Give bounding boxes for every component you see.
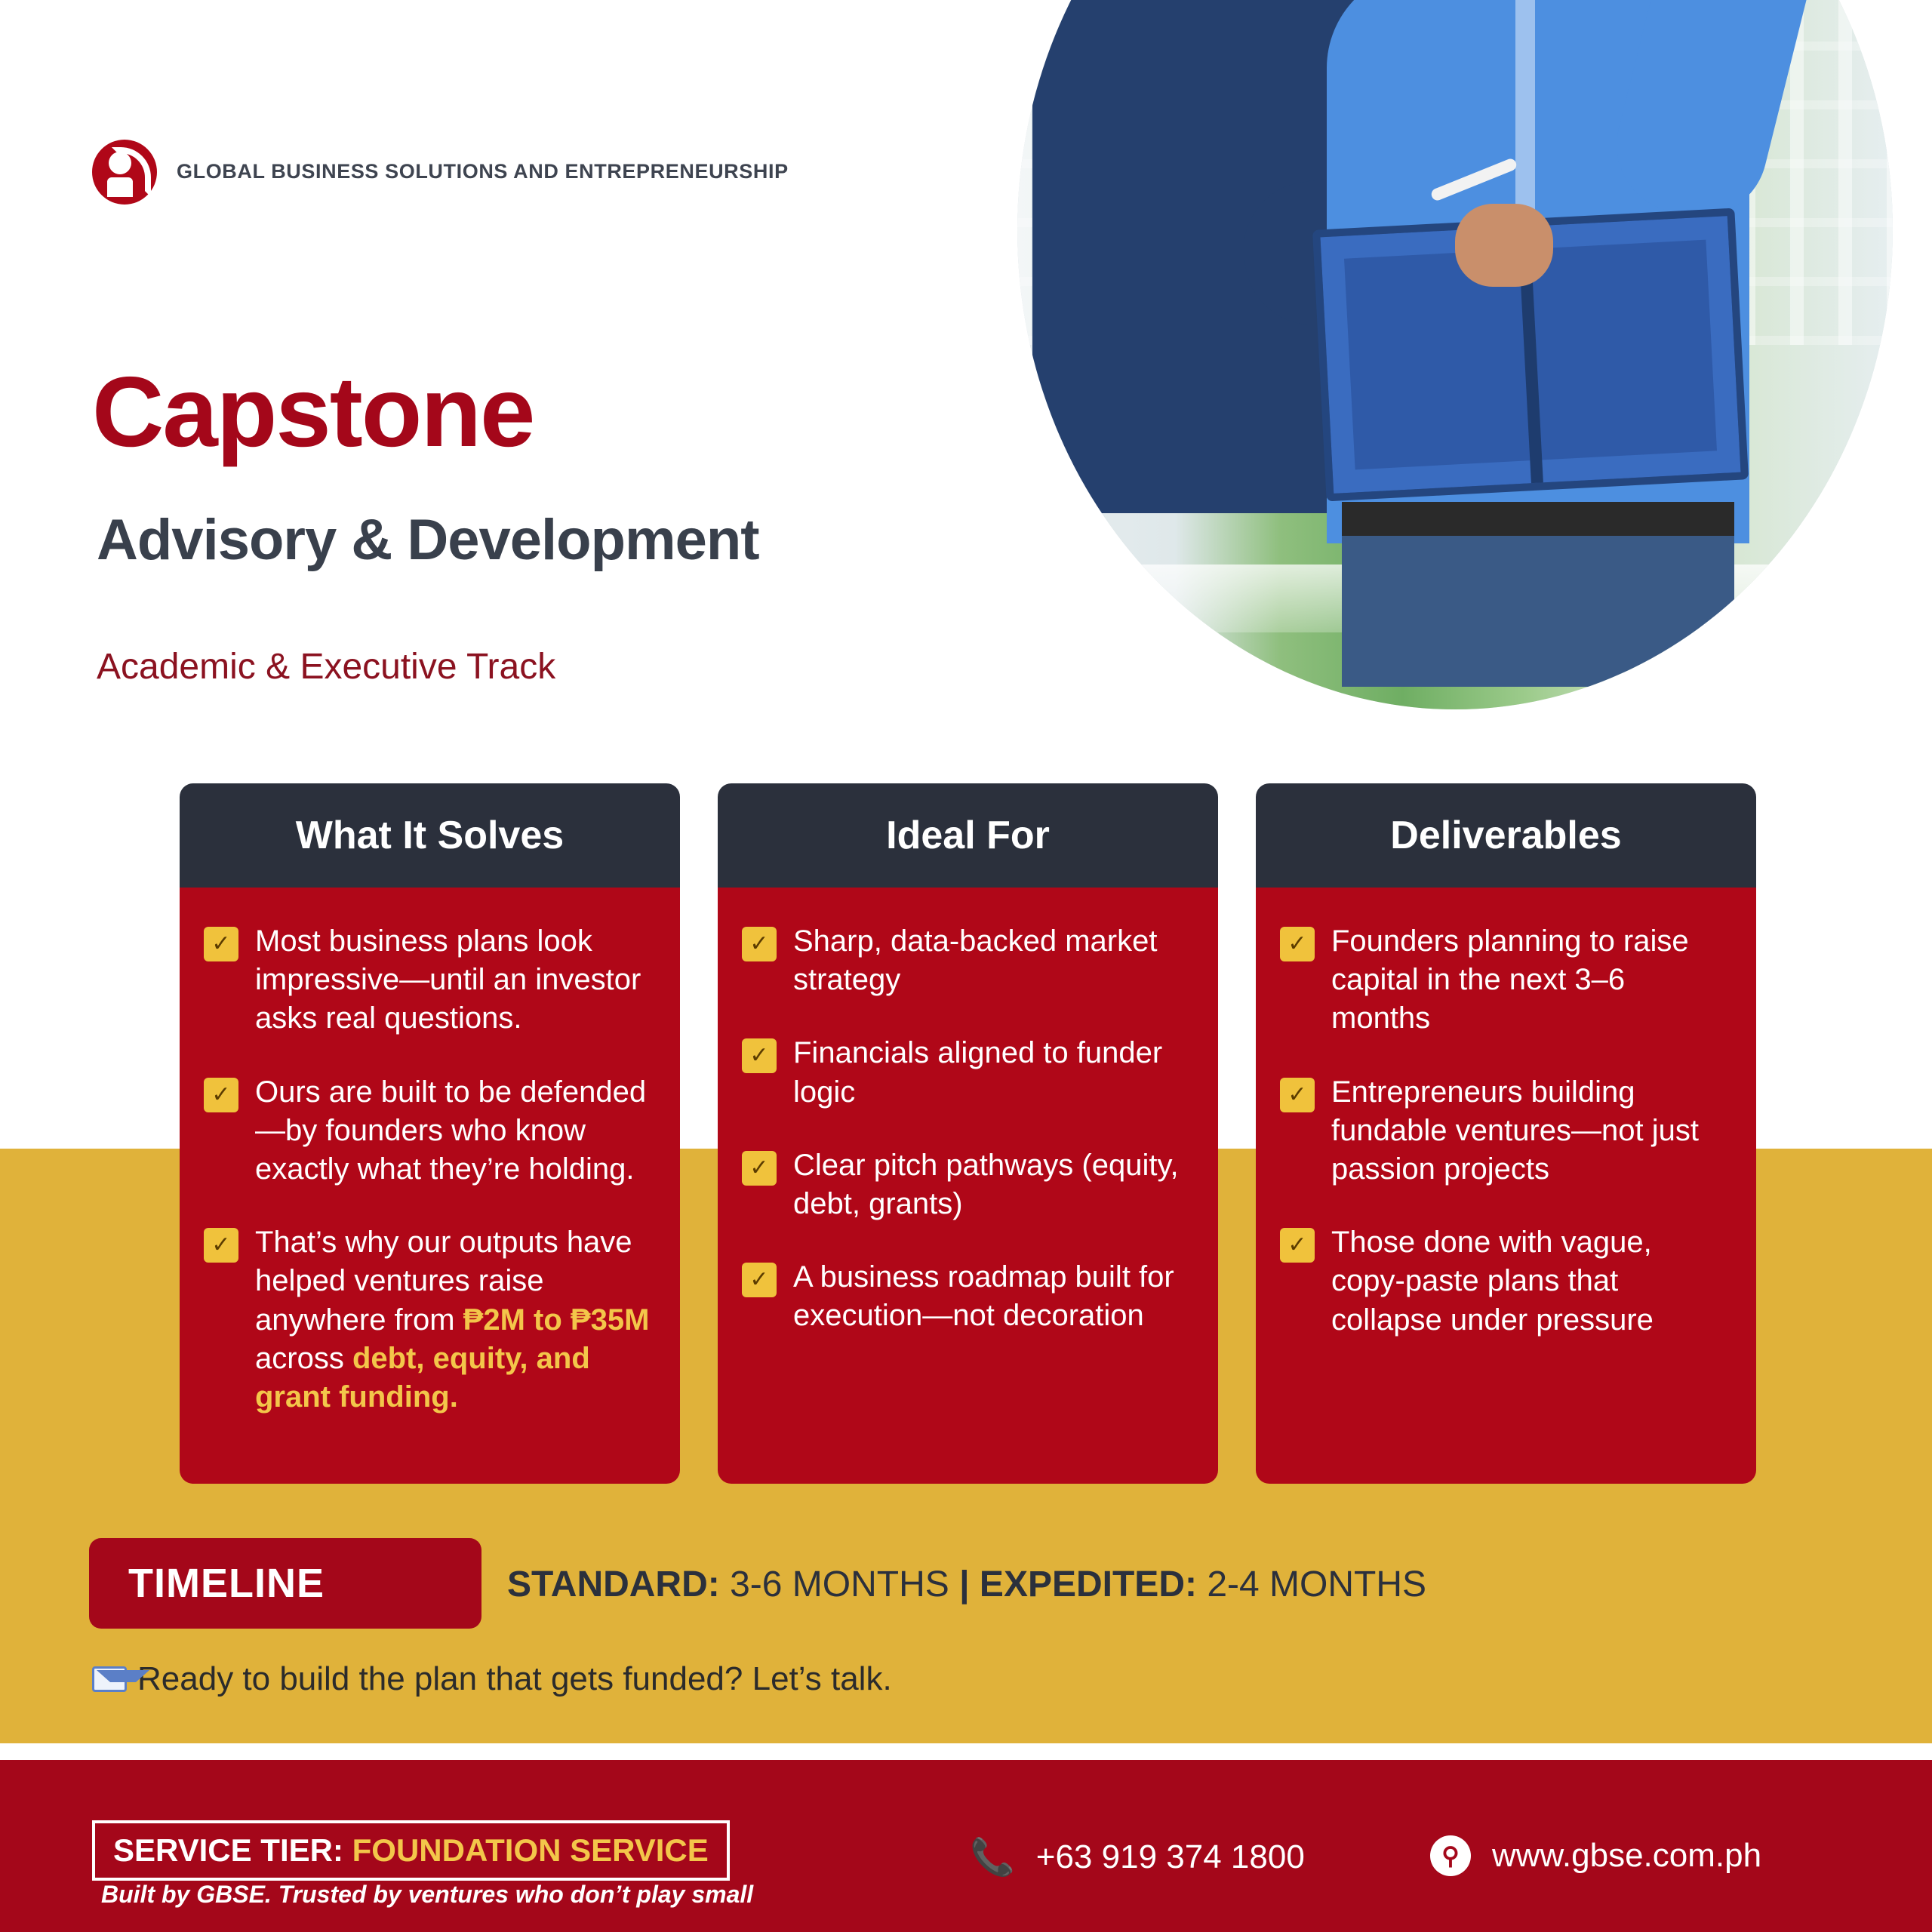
phone-icon: 📞 (970, 1838, 1015, 1878)
check-icon: ✓ (1280, 1228, 1315, 1263)
list-item (1280, 1073, 1726, 1189)
list-item-text-rich (255, 1223, 650, 1417)
check-icon: ✓ (742, 1038, 777, 1073)
logo-swirl-icon (112, 147, 151, 197)
cards-row (180, 783, 1757, 1484)
footer-website[interactable] (1430, 1835, 1761, 1876)
list-item-text: Ours are built to be defended—by founders who know exactly what they’re holding. (255, 1075, 647, 1186)
list-item-text: Sharp, data-backed market strategy (793, 924, 1158, 997)
service-tier-badge (92, 1820, 730, 1881)
footer-tagline: Built by GBSE. Trusted by ventures who don’t play small (101, 1881, 754, 1908)
list-item (742, 1146, 1188, 1223)
check-icon: ✓ (742, 927, 777, 961)
list-item-text: Clear pitch pathways (equity, debt, grants) (793, 1148, 1179, 1220)
check-icon: ✓ (1280, 927, 1315, 961)
list-item-text: Financials aligned to funder logic (793, 1036, 1163, 1109)
page-track-label: Academic & Executive Track (97, 647, 556, 687)
list-item-text: Most business plans look impressive—until an investor asks real questions. (255, 924, 641, 1035)
card-ideal-for (718, 783, 1218, 1484)
list-item (204, 1223, 650, 1417)
brand-name: GLOBAL BUSINESS SOLUTIONS AND ENTREPRENEURSHIP (177, 160, 789, 183)
card-body (1256, 888, 1756, 1484)
list-item (204, 1073, 650, 1189)
check-icon: ✓ (742, 1263, 777, 1297)
check-icon: ✓ (204, 927, 238, 961)
globe-icon: ⚲ (1430, 1835, 1471, 1876)
card-what-it-solves (180, 783, 680, 1484)
gbse-logo-icon (92, 140, 157, 205)
list-item-text: Those done with vague, copy-paste plans that collapse under pressure (1331, 1226, 1654, 1337)
timeline-expedited-label: EXPEDITED: (979, 1564, 1197, 1604)
card-heading: Deliverables (1256, 783, 1756, 888)
cta-text: Ready to build the plan that gets funded? Let’s talk. (137, 1660, 892, 1697)
footer-website-url: www.gbse.com.ph (1492, 1837, 1762, 1874)
timeline-separator: | (959, 1564, 970, 1604)
hero-photo (1017, 0, 1893, 709)
check-icon: ✓ (742, 1151, 777, 1186)
brand-logo (92, 140, 789, 205)
list-item (1280, 1223, 1726, 1340)
cta-line (92, 1660, 892, 1698)
text-part: across (255, 1341, 352, 1375)
card-body (718, 888, 1218, 1484)
service-tier-label: SERVICE TIER: (113, 1832, 343, 1868)
page-subtitle: Advisory & Development (97, 508, 759, 572)
service-tier-value: FOUNDATION SERVICE (352, 1832, 709, 1868)
list-item (742, 922, 1188, 999)
person-right-jeans (1342, 536, 1734, 687)
list-item-text: Entrepreneurs building fundable ventures—not just passion projects (1331, 1075, 1699, 1186)
list-item (742, 1258, 1188, 1335)
envelope-icon (92, 1666, 127, 1692)
list-item (742, 1034, 1188, 1111)
person-left-hand (1455, 204, 1553, 287)
card-heading: What It Solves (180, 783, 680, 888)
list-item (204, 922, 650, 1038)
check-icon: ✓ (204, 1228, 238, 1263)
footer-phone-number: +63 919 374 1800 (1035, 1838, 1305, 1875)
list-item-text: Founders planning to raise capital in the next 3–6 months (1331, 924, 1689, 1035)
card-heading: Ideal For (718, 783, 1218, 888)
text-part: That’s why our outputs have helped ventures raise anywhere from (255, 1226, 632, 1337)
highlight-amount: ₱2M to ₱35M (463, 1303, 650, 1337)
check-icon: ✓ (1280, 1078, 1315, 1112)
timeline-details (507, 1564, 1426, 1605)
timeline-expedited-value: 2-4 MONTHS (1207, 1564, 1427, 1604)
card-body (180, 888, 680, 1484)
timeline-standard-label: STANDARD: (507, 1564, 720, 1604)
page-title: Capstone (92, 356, 534, 467)
check-icon: ✓ (204, 1078, 238, 1112)
footer-phone[interactable] (970, 1835, 1305, 1878)
timeline-standard-value: 3-6 MONTHS (730, 1564, 949, 1604)
card-deliverables (1256, 783, 1756, 1484)
highlight-funding: debt, equity, and grant funding. (255, 1341, 590, 1414)
list-item-text: A business roadmap built for execution—not decoration (793, 1260, 1174, 1333)
list-item (1280, 922, 1726, 1038)
timeline-badge: TIMELINE (89, 1538, 481, 1629)
